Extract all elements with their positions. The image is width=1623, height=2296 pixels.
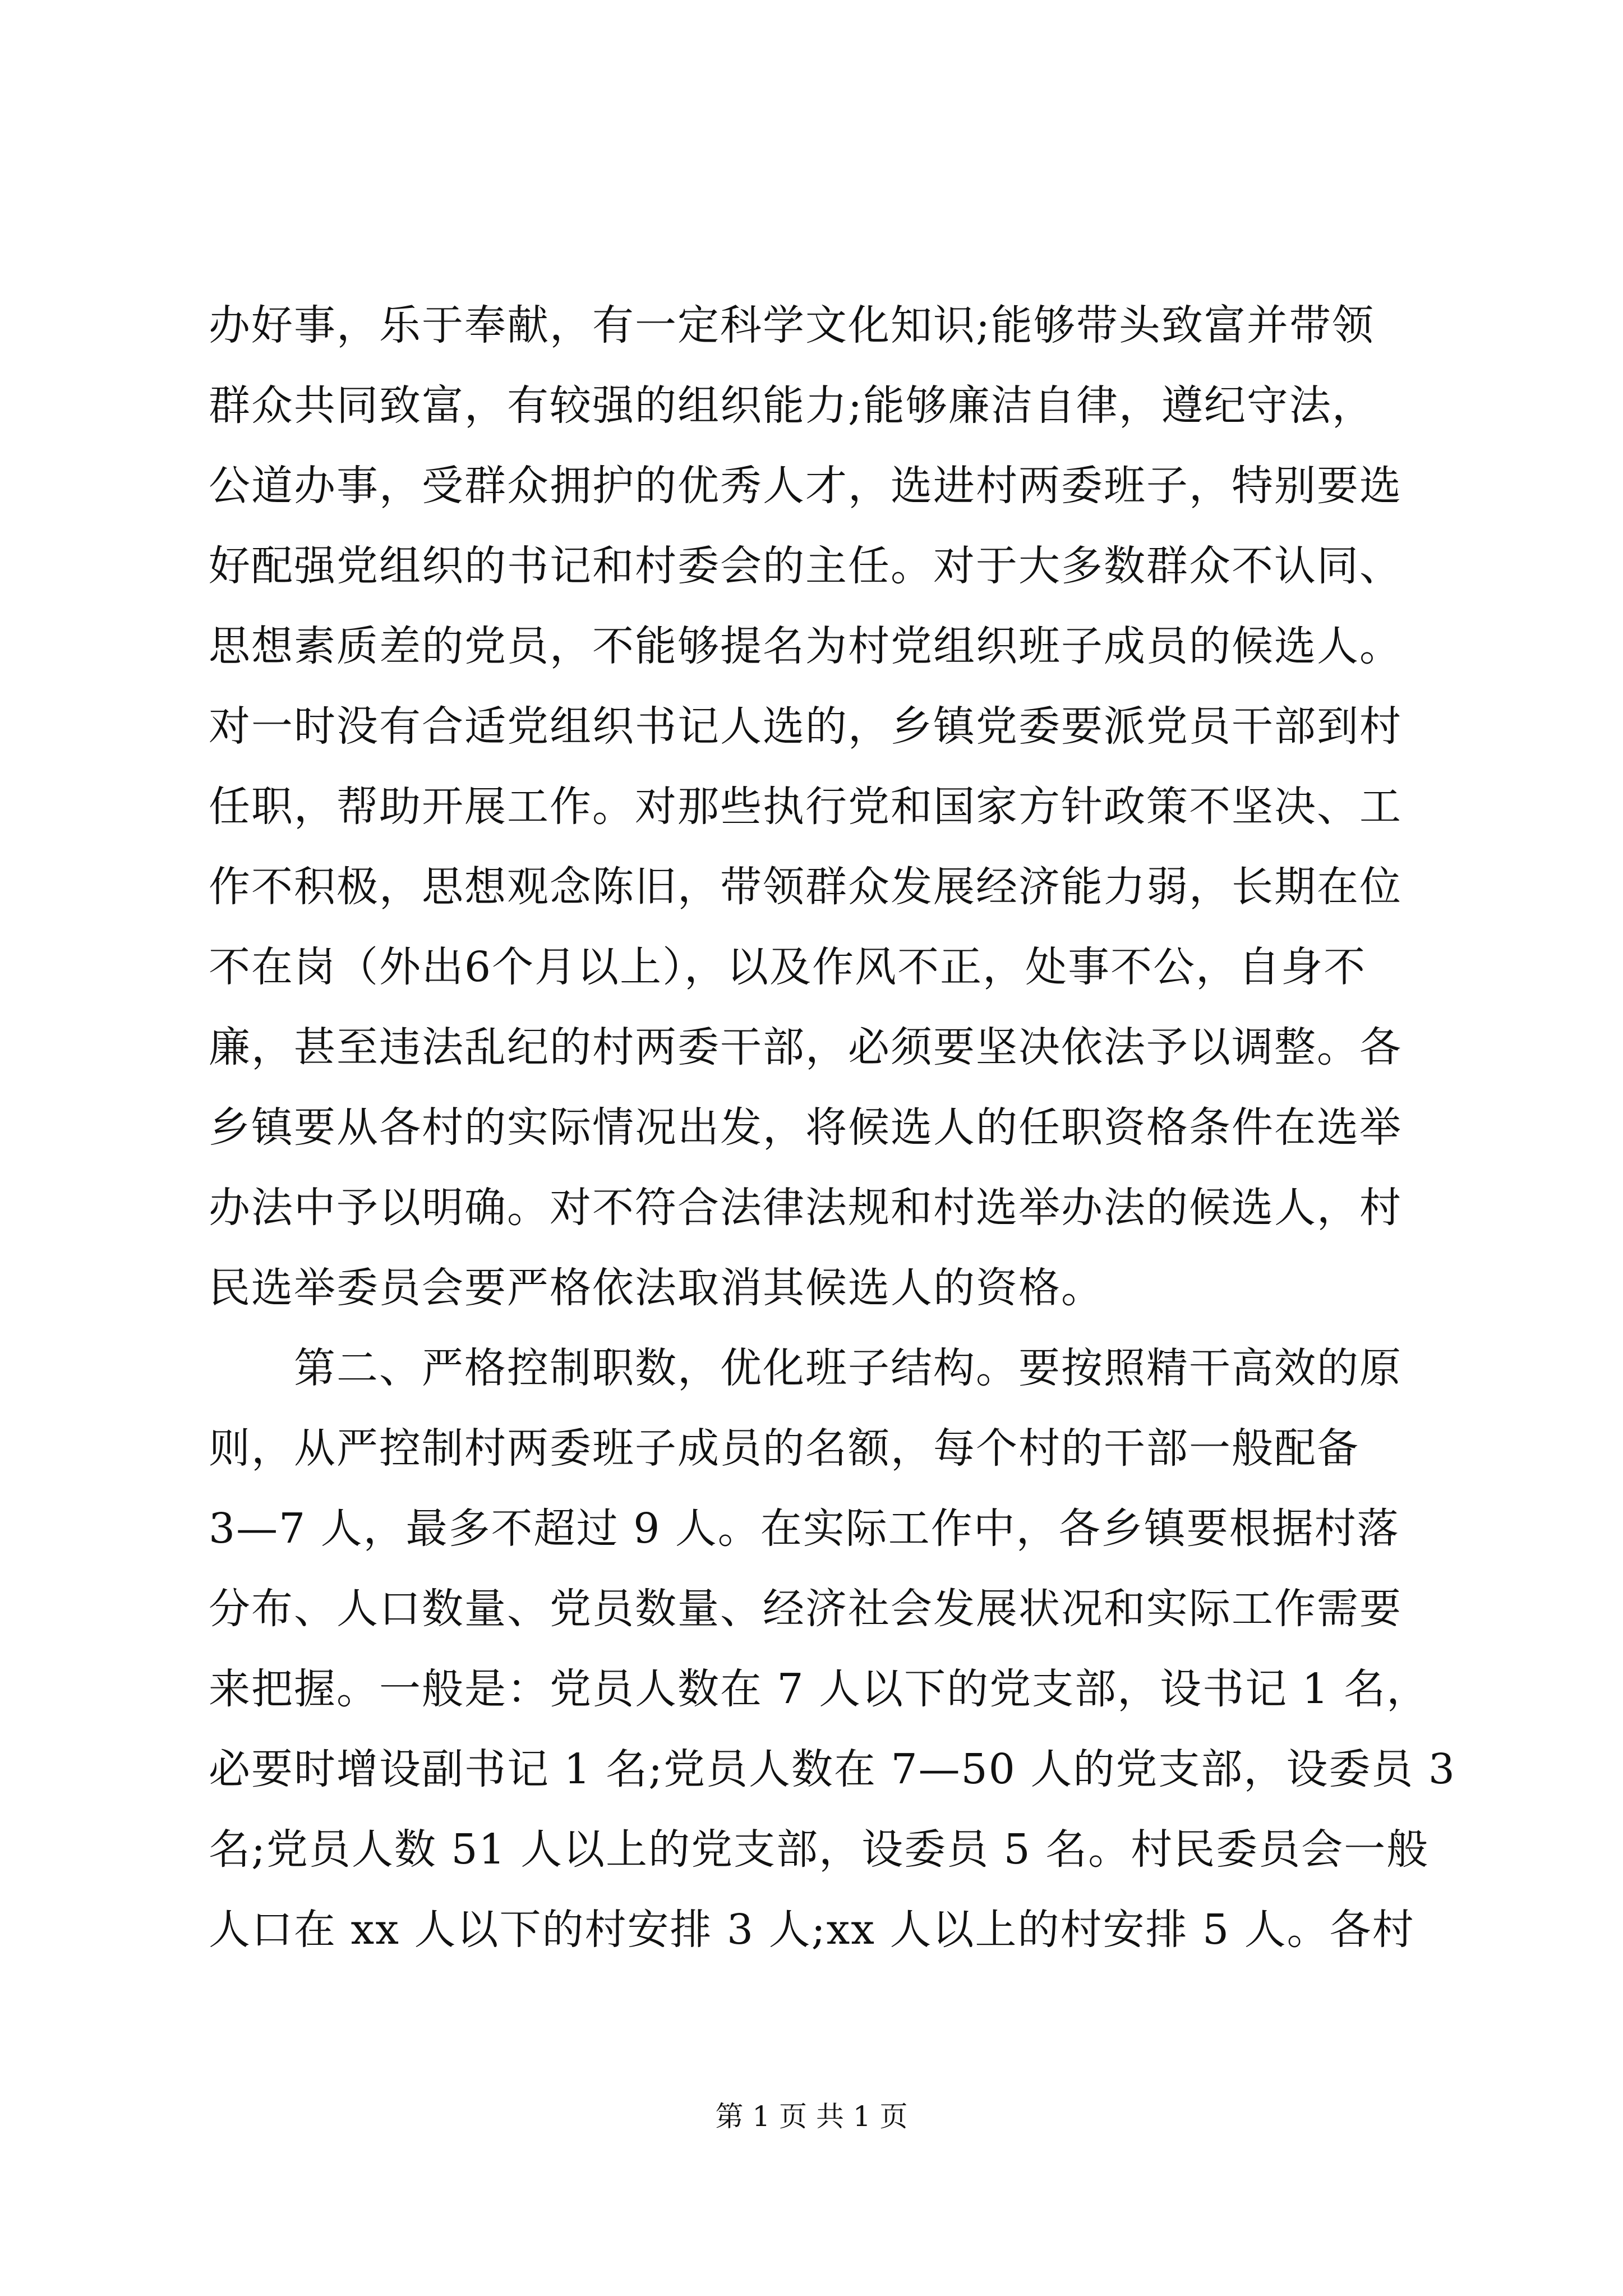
text-line: 作不积极，思想观念陈旧，带领群众发展经济能力弱，长期在位 bbox=[209, 863, 1402, 911]
text-line: 分布、人口数量、党员数量、经济社会发展状况和实际工作需要 bbox=[209, 1585, 1402, 1633]
page-footer: 第 1 页 共 1 页 bbox=[715, 2100, 908, 2133]
text-line: 好配强党组织的书记和村委会的主任。对于大多数群众不认同、 bbox=[209, 542, 1402, 590]
text-line: 公道办事，受群众拥护的优秀人才，选进村两委班子，特别要选 bbox=[209, 462, 1402, 510]
text-line: 对一时没有合适党组织书记人选的，乡镇党委要派党员干部到村 bbox=[209, 702, 1402, 751]
text-line: 乡镇要从各村的实际情况出发，将候选人的任职资格条件在选举 bbox=[209, 1103, 1402, 1152]
text-line: 第二、严格控制职数，优化班子结构。要按照精干高效的原 bbox=[209, 1344, 1402, 1392]
text-line: 则，从严控制村两委班子成员的名额，每个村的干部一般配备 bbox=[209, 1424, 1359, 1473]
text-line: 思想素质差的党员，不能够提名为村党组织班子成员的候选人。 bbox=[209, 622, 1402, 670]
text-line: 群众共同致富，有较强的组织能力;能够廉洁自律，遵纪守法， bbox=[209, 381, 1375, 430]
text-line: 不在岗（外出6个月以上），以及作风不正，处事不公，自身不 bbox=[209, 943, 1367, 991]
text-line: 民选举委员会要严格依法取消其候选人的资格。 bbox=[209, 1264, 1104, 1312]
text-line: 人口在 xx 人以下的村安排 3 人;xx 人以上的村安排 5 人。各村 bbox=[209, 1906, 1415, 1954]
text-line: 办好事，乐于奉献，有一定科学文化知识;能够带头致富并带领 bbox=[209, 301, 1375, 349]
text-line: 任职，帮助开展工作。对那些执行党和国家方针政策不坚决、工 bbox=[209, 783, 1402, 831]
text-line: 名;党员人数 51 人以上的党支部，设委员 5 名。村民委员会一般 bbox=[209, 1825, 1430, 1874]
text-line: 来把握。一般是：党员人数在 7 人以下的党支部，设书记 1 名， bbox=[209, 1665, 1430, 1713]
text-line: 必要时增设副书记 1 名;党员人数在 7—50 人的党支部，设委员 3 bbox=[209, 1745, 1456, 1793]
text-line: 办法中予以明确。对不符合法律法规和村选举办法的候选人，村 bbox=[209, 1184, 1402, 1232]
text-line: 廉，甚至违法乱纪的村两委干部，必须要坚决依法予以调整。各 bbox=[209, 1023, 1402, 1071]
text-line: 3—7 人，最多不超过 9 人。在实际工作中，各乡镇要根据村落 bbox=[209, 1504, 1400, 1553]
